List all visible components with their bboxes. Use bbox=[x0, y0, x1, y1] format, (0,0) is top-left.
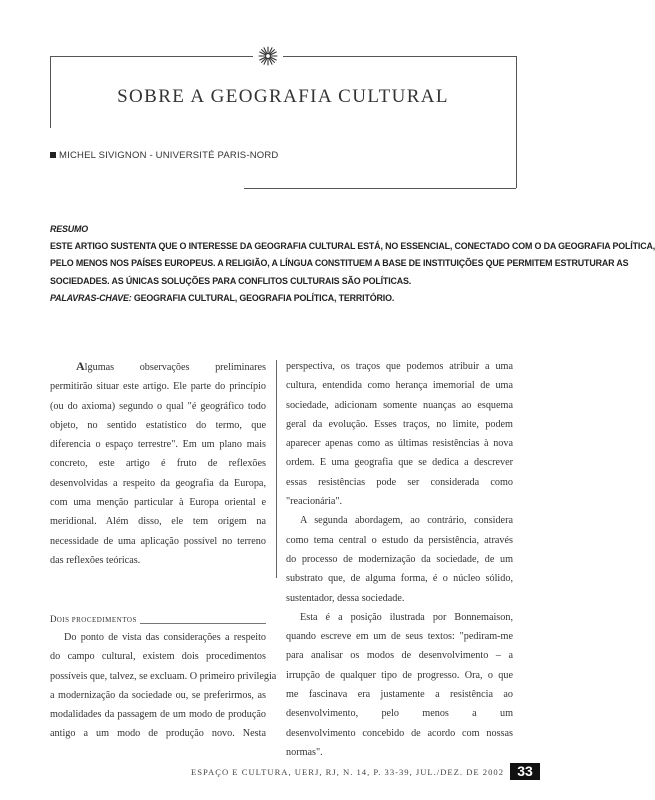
section-heading-initial: D bbox=[50, 614, 57, 624]
author-rule bbox=[244, 188, 516, 189]
section-heading-rule bbox=[140, 623, 266, 624]
keywords-text: GEOGRAFIA CULTURAL, GEOGRAFIA POLÍTICA, TERRITÓRIO. bbox=[133, 292, 395, 303]
paragraph-line: do campo cultural, existem dois procedimentos bbox=[50, 651, 266, 663]
paragraph-line: A segunda abordagem, ao contrário, considera bbox=[300, 515, 513, 527]
paragraph-line: para analisar os modos de desenvolvimento – a bbox=[286, 650, 513, 662]
star-ornament-icon bbox=[258, 46, 278, 66]
right-column bbox=[286, 357, 513, 762]
paragraph-line: quando escreve em um de seus textos: "pediram-me bbox=[286, 631, 513, 643]
footer-citation: ESPAÇO E CULTURA, UERJ, RJ, N. 14, P. 33-39, JUL./DEZ. DE 2002 bbox=[191, 767, 504, 777]
paragraph-line: substrato que, de alguma forma, é o núcleo sólido, bbox=[286, 573, 513, 585]
resumo-label: RESUMO bbox=[50, 224, 89, 234]
paragraph-line: como tema central o estudo da persistência, através bbox=[286, 534, 513, 546]
paragraph-line: geral da evolução. Esses traços, no limite, podem bbox=[286, 418, 513, 430]
paragraph-line: diferencia o espaço terrestre". Em um plano mais bbox=[50, 439, 266, 451]
paragraph-line: modalidades da passagem de um modo de produção bbox=[50, 709, 266, 721]
paragraph-line: me fascinava era justamente a resistência ao bbox=[286, 689, 513, 701]
paragraph-line: desenvolvimento, pelo menos a um bbox=[286, 708, 513, 720]
paragraph-line: aparecer apenas como as últimas resistências à nova bbox=[286, 438, 513, 450]
author-name: MICHEL SIVIGNON - UNIVERSITÉ PARIS-NORD bbox=[59, 150, 279, 161]
paragraph-line: das reflexões teóricas. bbox=[50, 554, 141, 566]
paragraph-line: do processo de modernização da sociedade, de um bbox=[286, 553, 513, 565]
drop-cap: A bbox=[76, 359, 85, 373]
paragraph-line: concreto, este artigo é fruto de reflexões bbox=[50, 458, 266, 470]
abstract-block bbox=[50, 221, 655, 307]
header-rule-right bbox=[283, 56, 516, 57]
paragraph-line: Do ponto de vista das considerações a respeito bbox=[64, 632, 266, 643]
left-column-intro bbox=[50, 357, 266, 570]
article-title: SOBRE A GEOGRAFIA CULTURAL bbox=[117, 86, 449, 107]
paragraph-line: com uma menção particular à Europa oriental e bbox=[50, 497, 266, 509]
keywords-line bbox=[50, 290, 510, 307]
paragraph-line: Algumas observações preliminares bbox=[76, 359, 266, 373]
column-divider bbox=[276, 360, 277, 578]
resumo-line: ESTE ARTIGO SUSTENTA QUE O INTERESSE DA GEOGRAFIA CULTURAL ESTÁ, NO ESSENCIAL, CONECTADO COM O DA GEOGRAFIA POLÍTICA, bbox=[50, 241, 655, 252]
paragraph-line: ordem. E uma geografia que se dedica a descrever bbox=[286, 457, 513, 469]
resumo-line: PELO MENOS NOS PAÍSES EUROPEUS. A RELIGIÃO, A LÍNGUA CONSTITUEM A BASE DE INSTITUIÇÕES QUE PERMITEM ESTRUTURAR AS bbox=[50, 258, 629, 269]
paragraph-line: permitirão situar este artigo. Ele parte do princípio bbox=[50, 381, 266, 393]
section-heading-rest: OIS PROCEDIMENTOS bbox=[56, 616, 137, 624]
paragraph-line: essas resistências pode ser considerada como bbox=[286, 476, 513, 488]
section-heading bbox=[50, 614, 137, 624]
paragraph-line: antigo a um modo de produção novo. Nesta bbox=[50, 728, 266, 740]
paragraph-line: meridional. Além disso, ele tem origem na bbox=[50, 516, 266, 528]
paragraph-line: desenvolvidas a respeito da geografia da Europa, bbox=[50, 477, 266, 489]
bullet-square-icon bbox=[50, 152, 56, 158]
paragraph-line: possíveis que, talvez, se excluam. O primeiro privilegia bbox=[50, 670, 277, 682]
keywords-label: PALAVRAS-CHAVE: bbox=[50, 292, 132, 303]
paragraph-line: objeto, no sentido estatístico do termo, que bbox=[50, 419, 266, 431]
paragraph-line: cultura, entendida como herança imemorial de uma bbox=[286, 380, 513, 392]
header-rule-right-vertical bbox=[516, 56, 517, 188]
paragraph-line: normas". bbox=[286, 746, 323, 758]
paragraph-line: "reacionária". bbox=[286, 496, 343, 508]
author-line bbox=[50, 150, 278, 161]
paragraph-line: desenvolvimento concebido de acordo com nossas bbox=[286, 727, 513, 739]
left-column-section bbox=[50, 628, 277, 744]
page-number: 33 bbox=[510, 763, 540, 780]
header-rule-left bbox=[50, 56, 253, 57]
paragraph-line: perspectiva, os traços que podemos atribuir a uma bbox=[286, 361, 513, 372]
paragraph-line: Esta é a posição ilustrada por Bonnemaison, bbox=[300, 611, 513, 623]
paragraph-line: sociedade, adicionam somente nuanças ao esquema bbox=[286, 399, 513, 411]
paragraph-line: sustentador, dessa sociedade. bbox=[286, 592, 405, 604]
paragraph-line: irrupção de qualquer tipo de progresso. Ora, o que bbox=[286, 669, 513, 681]
resumo-line: SOCIEDADES. AS ÚNICAS SOLUÇÕES PARA CONFLITOS CULTURAIS SÃO POLÍTICAS. bbox=[50, 275, 412, 286]
paragraph-line: (ou do axioma) segundo o qual "é geográfico todo bbox=[50, 400, 266, 412]
paragraph-line: a modernização da sociedade ou, se preferirmos, as bbox=[50, 689, 266, 701]
paragraph-line: necessidade de uma aplicação possível no terreno bbox=[50, 535, 266, 547]
